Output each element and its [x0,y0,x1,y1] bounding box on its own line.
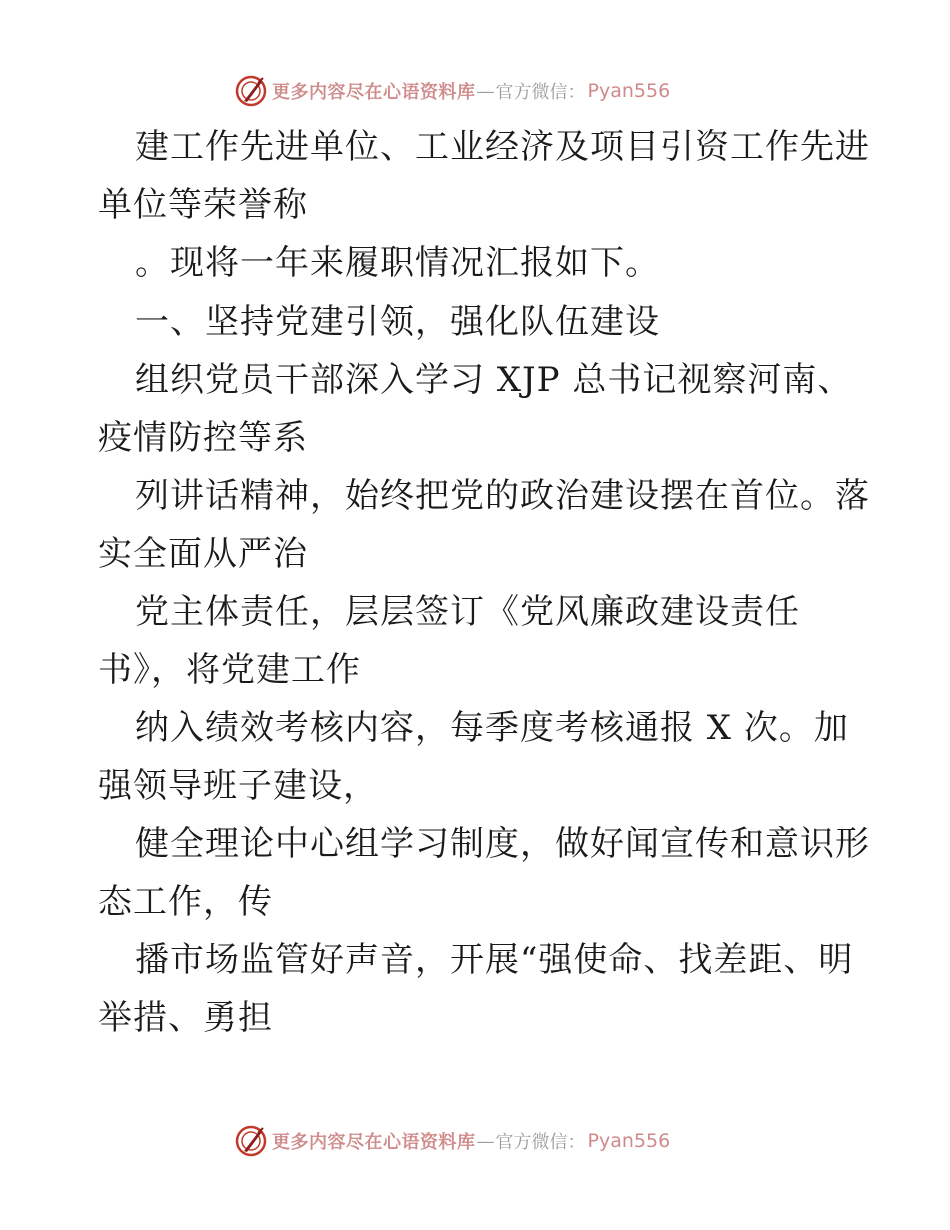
text-line: 列讲话精神，始终把党的政治建设摆在首位。落 [135,476,870,516]
text-line: 。现将一年来履职情况汇报如下。 [135,243,660,283]
quill-logo-icon [234,1124,268,1158]
text-line: 实全面从严治 [98,534,308,574]
text-line: 强领导班子建设， [98,766,378,806]
watermark-text: 更多内容尽在心语资料库 [272,82,476,103]
text-line: 党主体责任，层层签订《党风廉政建设责任 [135,592,800,632]
text-line: 态工作，传 [98,882,273,922]
watermark-dash: — [476,80,495,102]
wechat-id: Pyan556 [587,80,671,102]
text-line: 播市场监管好声音，开展“强使命、找差距、明 [135,940,854,980]
text-line: 举措、勇担 [98,998,273,1038]
watermark-dash: — [476,1130,495,1152]
text-line: 纳入绩效考核内容，每季度考核通报 X 次。加 [135,708,849,748]
wechat-label: 官方微信： [495,82,586,103]
section-heading: 一、坚持党建引领，强化队伍建设 [135,302,660,342]
text-line: 书》，将党建工作 [98,650,361,690]
footer-watermark-banner [0,1120,950,1160]
quill-logo-icon [234,74,268,108]
text-line: 疫情防控等系 [98,418,308,458]
text-line: 健全理论中心组学习制度，做好闻宣传和意识形 [135,824,870,864]
wechat-label: 官方微信： [495,1132,586,1153]
wechat-id: Pyan556 [587,1130,671,1152]
header-watermark-banner [0,70,950,110]
text-line: 建工作先进单位、工业经济及项目引资工作先进 [135,127,870,167]
text-line: 单位等荣誉称 [98,185,308,225]
text-line: 组织党员干部深入学习 XJP 总书记视察河南、 [135,360,853,400]
watermark-text: 更多内容尽在心语资料库 [272,1132,476,1153]
